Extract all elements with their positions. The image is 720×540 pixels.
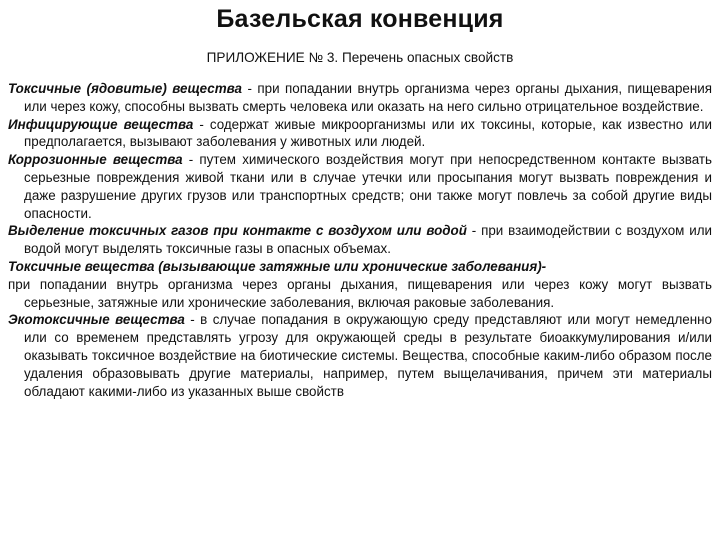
hazard-description: - содержат живые микроорганизмы или их токсины, которые, как известно или предполагается, вызывают заболевания у животных или людей. — [24, 116, 712, 150]
hazard-item-toxic — [8, 80, 712, 116]
hazard-item-toxic-gases — [8, 222, 712, 258]
hazard-description: - путем химического воздействия могут при непосредственном контакте вызвать серьезные повреждения живой ткани или в случае утечки или просыпания могут вызвать повреждения и даже разрушение других грузов или транспортных средств; они также могут повлечь за собой другие виды опасности. — [24, 152, 712, 221]
hazard-item-chronic-heading — [8, 258, 712, 276]
hazard-term: Коррозионные вещества — [8, 152, 183, 168]
hazard-description: при попадании внутрь организма через органы дыхания, пищеварения или через кожу могут вызвать серьезные, затяжные или хронические заболевания, включая раковые заболевания. — [8, 276, 712, 310]
hazard-term: Токсичные вещества (вызывающие затяжные или хронические заболевания)- — [8, 258, 547, 274]
hazard-term: Инфицирующие вещества — [8, 116, 194, 132]
hazard-description: - при взаимодействии с воздухом или водой могут выделять токсичные газы в опасных объемах. — [24, 223, 712, 257]
hazard-item-chronic-description — [8, 276, 712, 312]
hazard-term: Токсичные (ядовитые) вещества — [8, 81, 242, 96]
hazard-item-corrosive — [8, 151, 712, 222]
hazard-term: Экотоксичные вещества — [8, 312, 185, 328]
slide-subtitle: ПРИЛОЖЕНИЕ № 3. Перечень опасных свойств — [206, 50, 514, 65]
hazard-item-ecotoxic — [8, 311, 712, 400]
hazard-term: Выделение токсичных газов при контакте с воздухом или водой — [8, 223, 467, 239]
hazard-list — [8, 80, 712, 400]
hazard-item-infectious — [8, 116, 712, 152]
slide-title: Базельская конвенция — [216, 5, 504, 33]
hazard-description: - в случае попадания в окружающую среду представляют или могут немедленно или со временем представлять угрозу для окружающей среды в результате биоаккумулирования и/или оказывать токсичное воздействие на биотические системы. Вещества, способные каким-либо образом после удаления образовывать другие материалы, например, путем выщелачивания, причем эти материалы обладают какими-либо из указанных выше свойств — [24, 312, 712, 399]
hazard-description: - при попадании внутрь организма через органы дыхания, пищеварения или через кожу, способны вызвать смерть человека или оказать на него сильно отрицательное воздействие. — [24, 81, 713, 114]
